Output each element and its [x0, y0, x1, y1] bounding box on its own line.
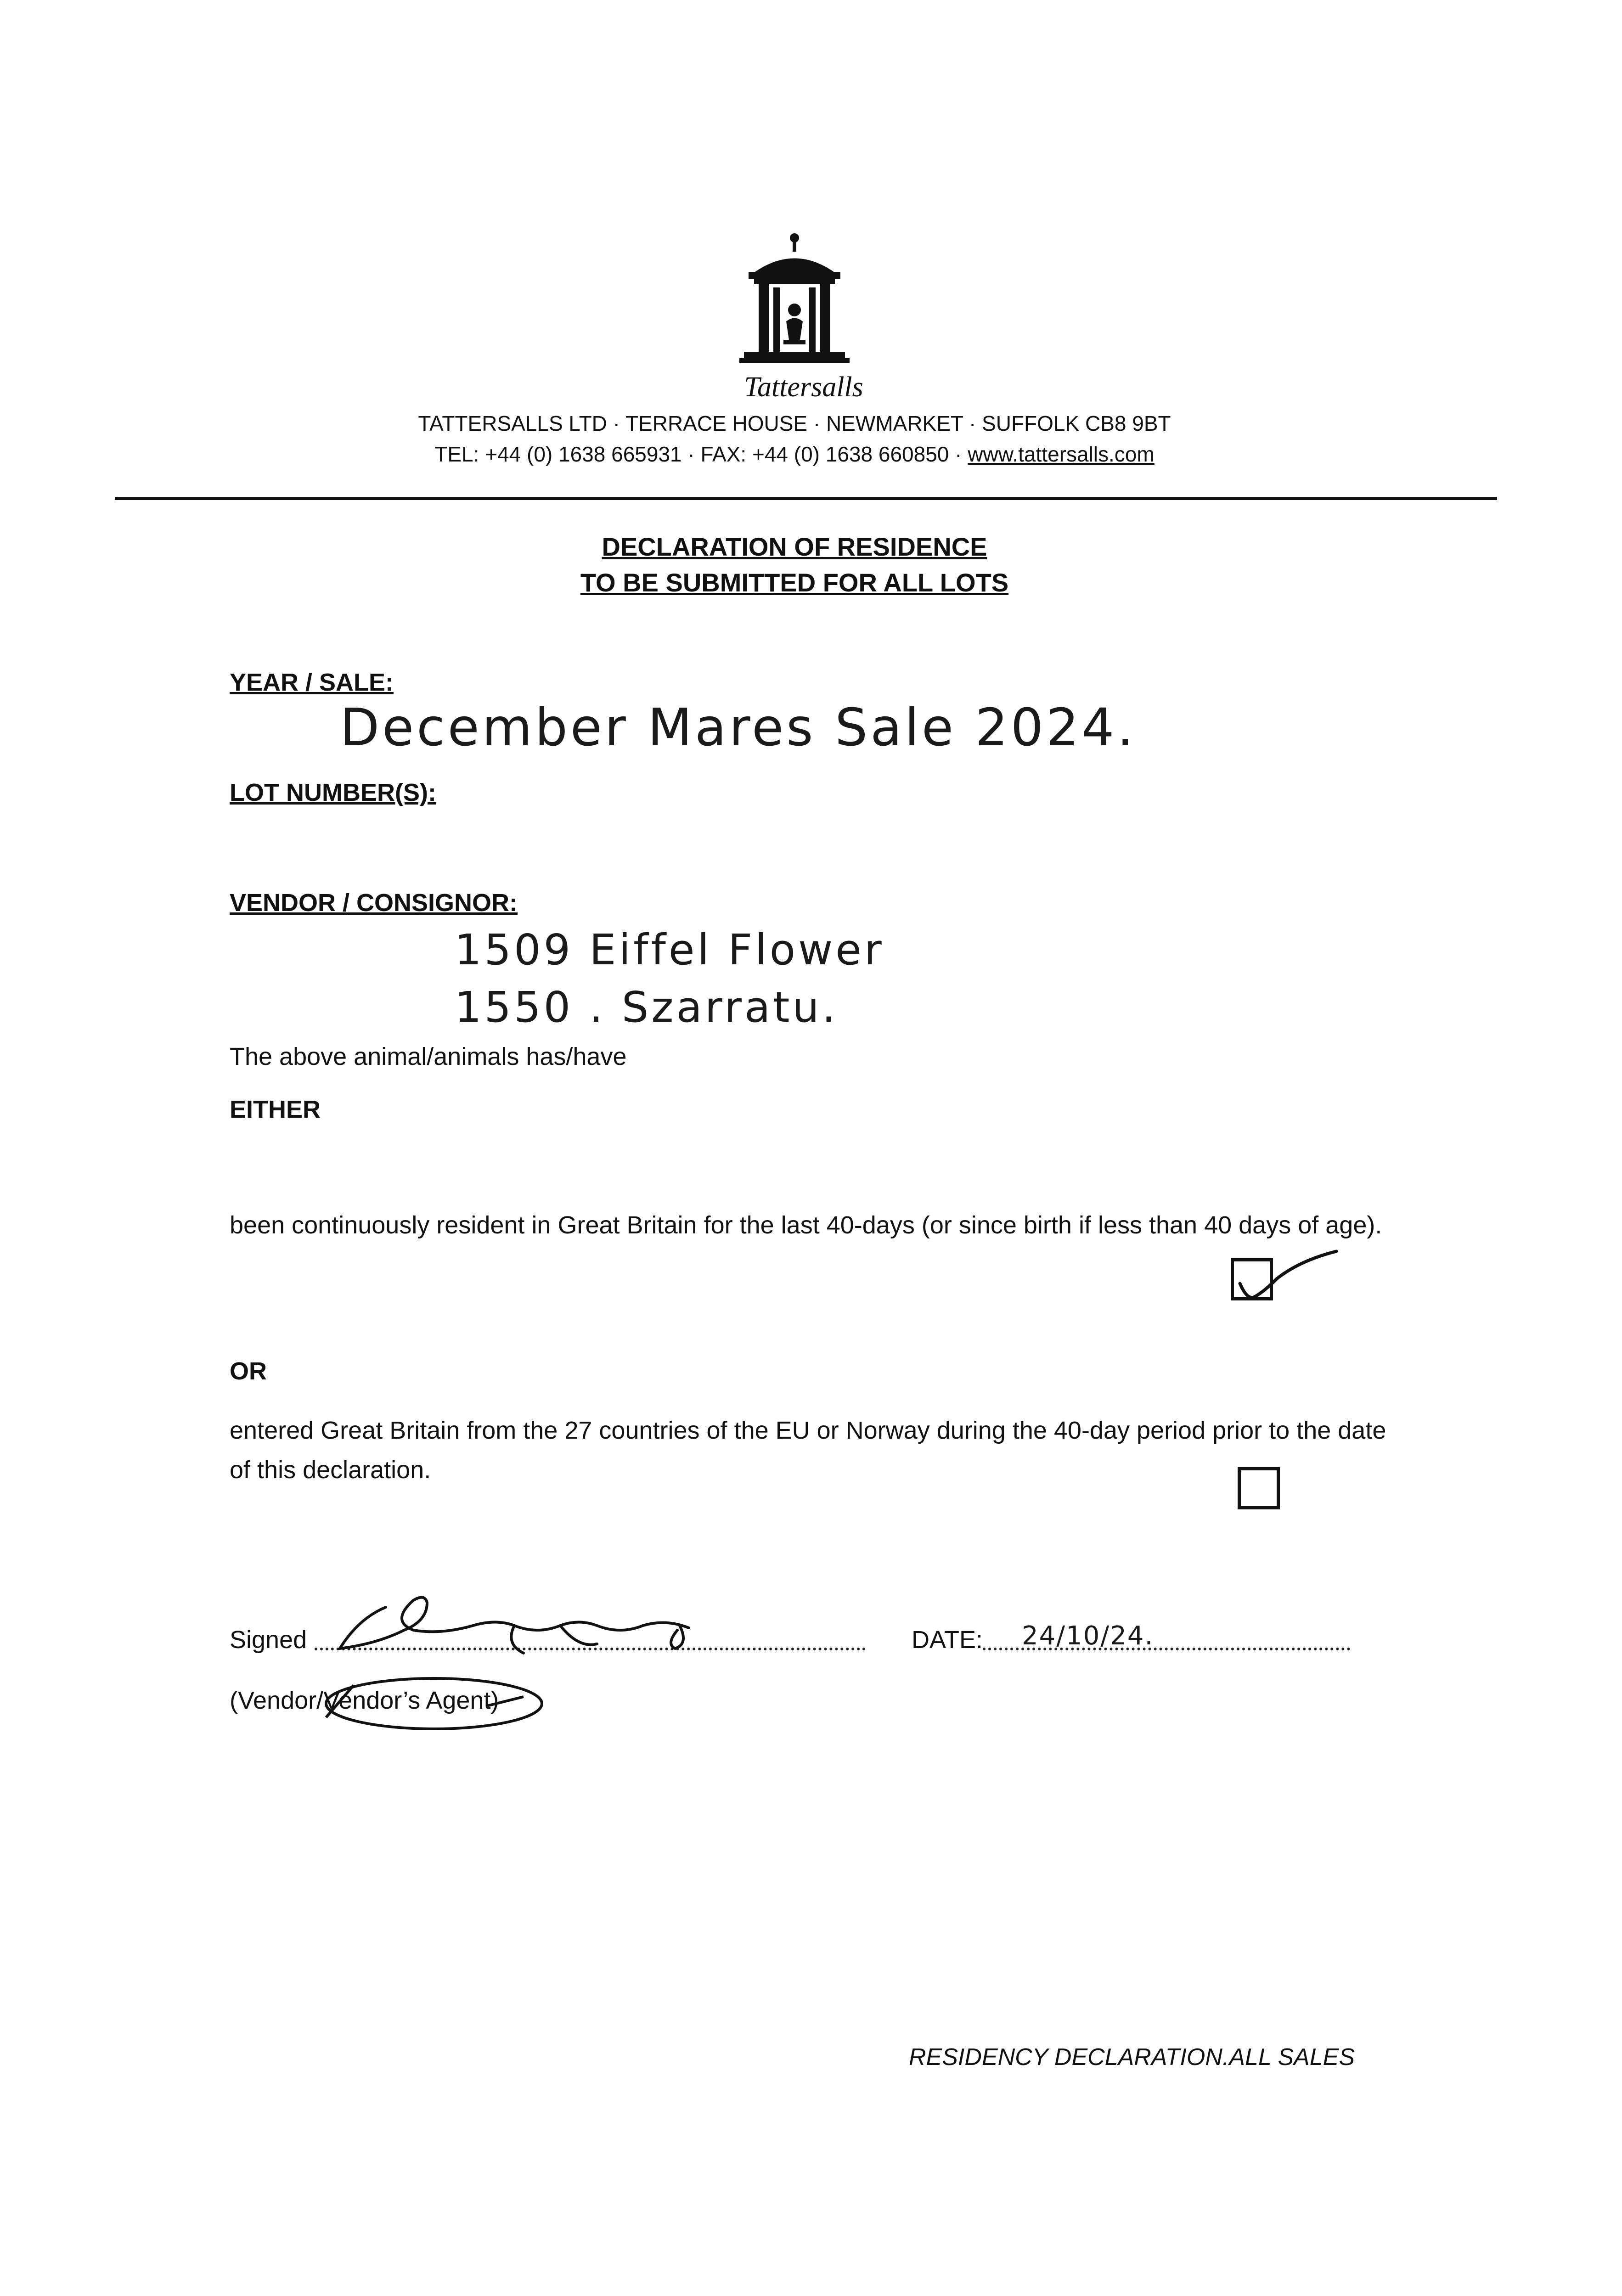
lot-entry[interactable]: 1509 Eiffel Flower — [455, 925, 884, 974]
website-link[interactable]: www.tattersalls.com — [968, 442, 1155, 466]
lot-entry[interactable]: 1550 . Szarratu. — [455, 983, 838, 1032]
either-heading: EITHER — [230, 1096, 321, 1123]
tattersalls-logo — [726, 230, 863, 377]
date-label: DATE: — [912, 1626, 983, 1654]
or-heading: OR — [230, 1357, 267, 1385]
vendor-consignor-label: VENDOR / CONSIGNOR: — [230, 889, 518, 917]
phone-fax: TEL: +44 (0) 1638 665931 · FAX: +44 (0) 1638 660850 · — [434, 442, 968, 466]
form-title: DECLARATION OF RESIDENCE — [602, 532, 987, 561]
company-address: TATTERSALLS LTD · TERRACE HOUSE · NEWMARKET · SUFFOLK CB8 9BT — [418, 411, 1171, 435]
intro-text: The above animal/animals has/have — [230, 1043, 627, 1070]
brand-name: Tattersalls — [744, 371, 863, 403]
signed-label: Signed — [230, 1626, 307, 1654]
option-entered-text: entered Great Britain from the 27 countries of the EU or Norway during the 40-day period prior to the date of this declaration. — [230, 1417, 1386, 1484]
year-sale-value[interactable]: December Mares Sale 2024. — [340, 698, 1137, 758]
footer-reference: RESIDENCY DECLARATION.ALL SALES — [908, 2044, 1355, 2071]
selection-circle — [321, 1674, 546, 1733]
signature-image — [321, 1575, 735, 1667]
header-divider — [115, 497, 1497, 500]
lot-numbers-label: LOT NUMBER(S): — [230, 779, 436, 806]
option-resident-text: been continuously resident in Great Britain for the last 40-days (or since birth if less than 40 days of age). — [230, 1211, 1382, 1239]
form-subtitle: TO BE SUBMITTED FOR ALL LOTS — [580, 568, 1009, 597]
vendor-role-text: (Vendor/Vendor’s Agent) — [230, 1687, 499, 1714]
checkmark-icon — [1222, 1240, 1341, 1313]
contact-line — [230, 442, 1359, 467]
date-value[interactable]: 24/10/24. — [1022, 1621, 1154, 1651]
year-sale-label: YEAR / SALE: — [230, 669, 394, 696]
option-entered-checkbox[interactable] — [1238, 1467, 1280, 1509]
